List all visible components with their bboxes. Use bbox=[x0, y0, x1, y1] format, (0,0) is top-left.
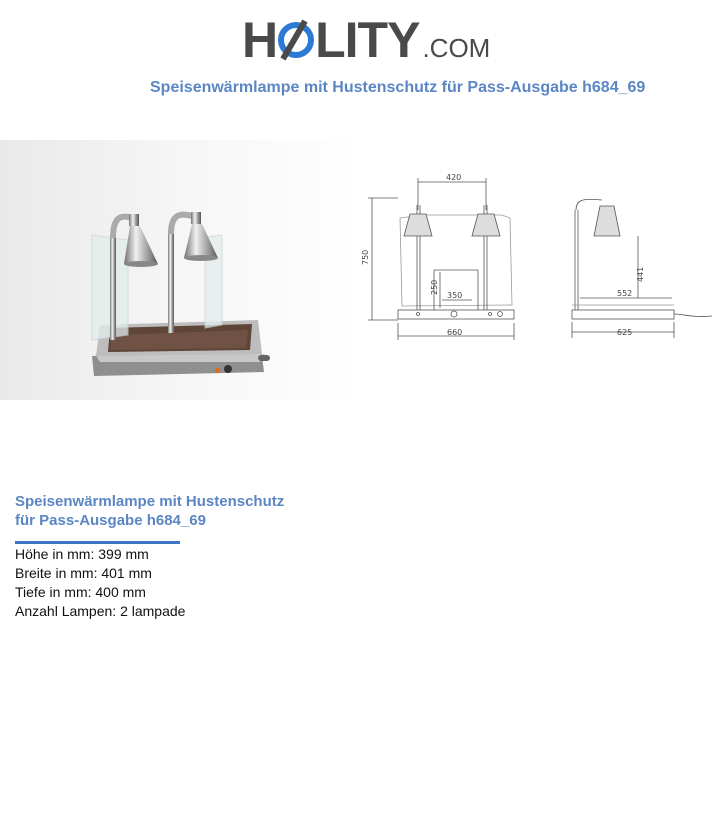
logo-letter-h: H bbox=[242, 12, 278, 68]
title-divider bbox=[15, 541, 180, 544]
logo-circle-icon bbox=[278, 22, 314, 58]
logo-suffix: .COM bbox=[422, 33, 491, 63]
holity-logo[interactable] bbox=[242, 12, 491, 68]
product-photo bbox=[0, 140, 360, 400]
dim-660: 660 bbox=[447, 328, 463, 337]
dim-250: 250 bbox=[430, 279, 439, 295]
dim-750: 750 bbox=[361, 249, 370, 265]
spec-height: Höhe in mm: 399 mm bbox=[15, 546, 149, 562]
dim-625: 625 bbox=[617, 328, 633, 337]
dim-350: 350 bbox=[447, 291, 463, 300]
dim-552: 552 bbox=[617, 289, 633, 298]
page-title: Speisenwärmlampe mit Hustenschutz für Pass-Ausgabe h684_69 bbox=[150, 79, 646, 96]
spec-width: Breite in mm: 401 mm bbox=[15, 565, 152, 581]
spec-depth: Tiefe in mm: 400 mm bbox=[15, 584, 146, 600]
spec-list bbox=[15, 545, 185, 621]
dim-420: 420 bbox=[446, 173, 462, 182]
spec-lamp-count: Anzahl Lampen: 2 lampade bbox=[15, 603, 186, 619]
dim-441: 441 bbox=[636, 266, 645, 282]
logo-letters: LITY bbox=[315, 12, 420, 68]
product-title-line-1: Speisenwärmlampe mit Hustenschutz bbox=[15, 493, 285, 510]
product-title bbox=[15, 492, 335, 530]
technical-drawing bbox=[362, 170, 720, 340]
product-title-line-2: für Pass-Ausgabe h684_69 bbox=[15, 512, 206, 529]
